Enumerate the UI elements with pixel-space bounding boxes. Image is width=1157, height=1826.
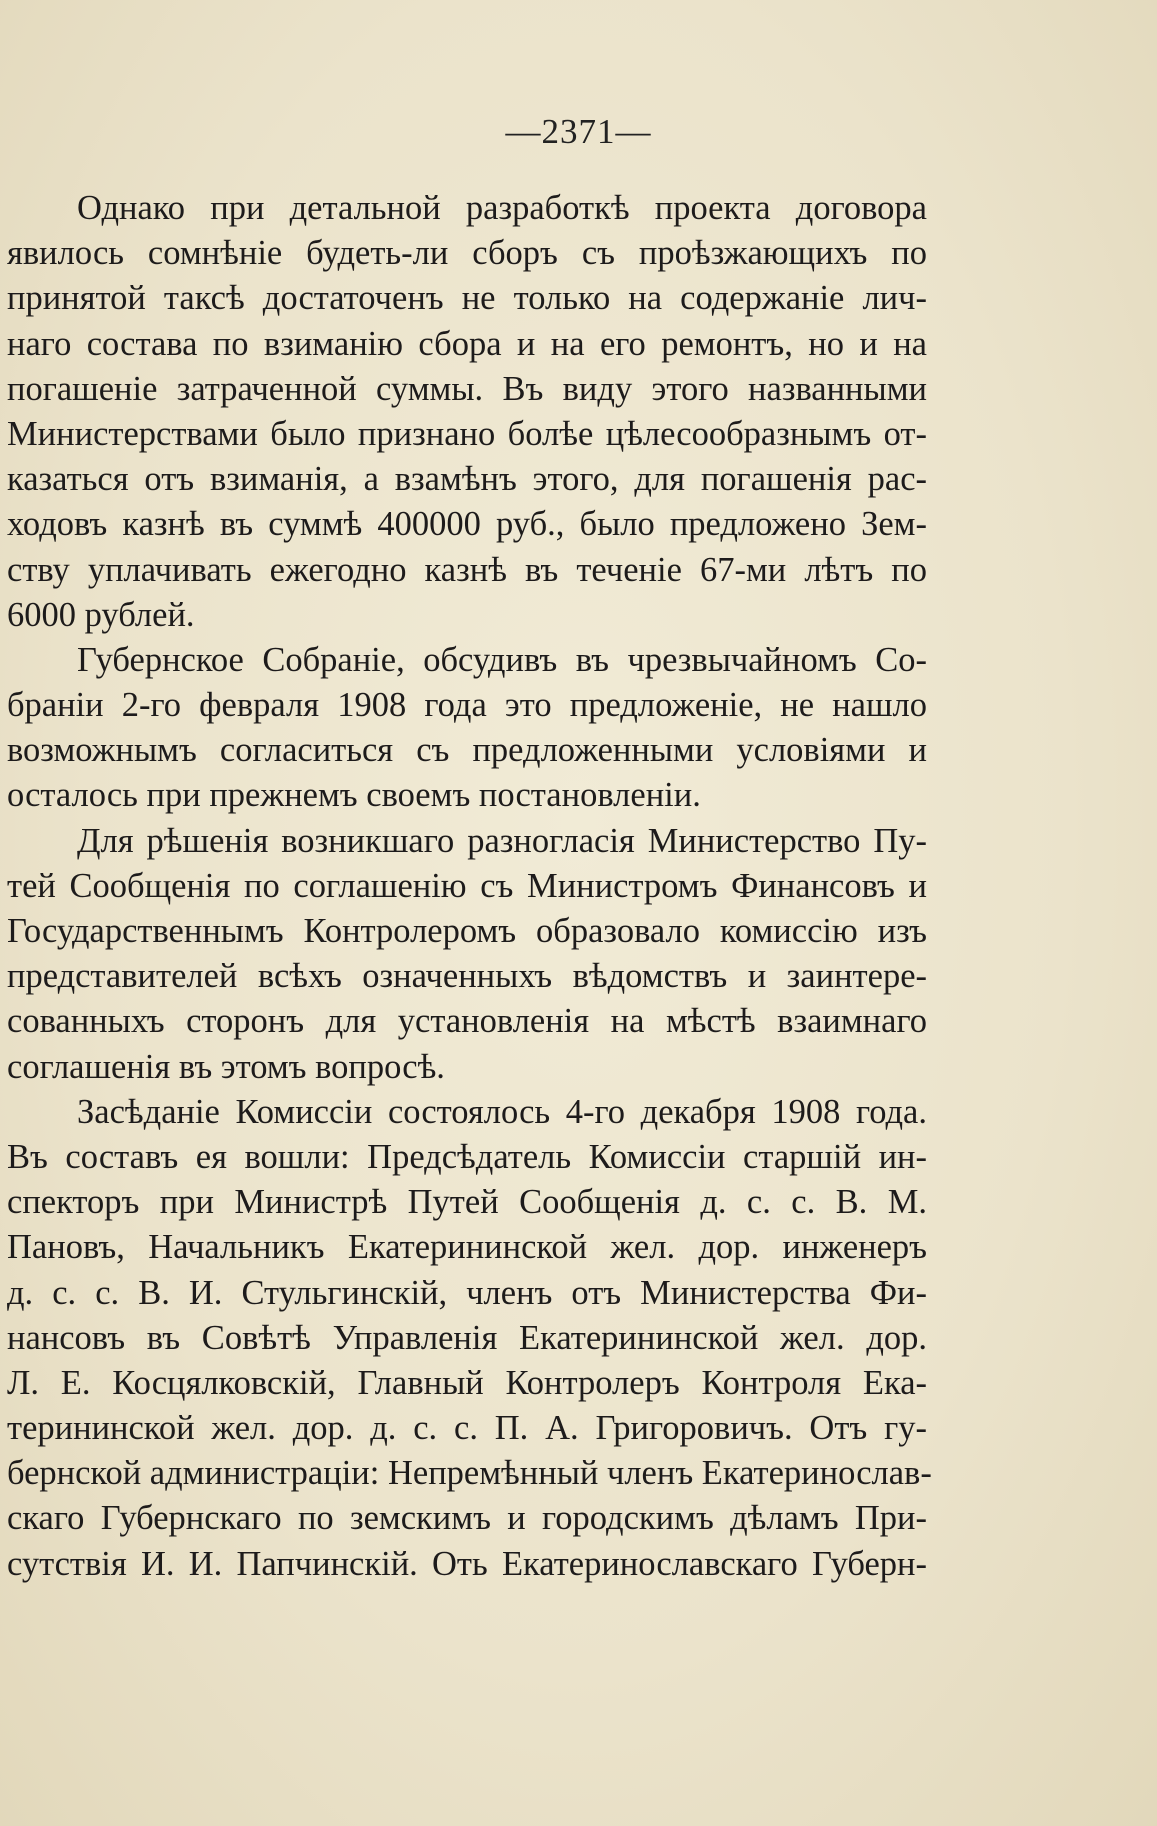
text-line: Засѣданіе Комиссіи состоялось 4-го декабря 1908 года. (77, 1092, 927, 1131)
text-line: бернской администраціи: Непремѣнный членъ Екатеринослав- (7, 1454, 932, 1493)
body-text (7, 186, 932, 1587)
text-line: 6000 рублей. (7, 595, 195, 634)
text-line: Пановъ, Начальникъ Екатерининской жел. дор. инженеръ (7, 1228, 927, 1267)
page-number: —2371— (505, 112, 652, 151)
text-line: Государственнымъ Контролеромъ образовало комиссію изъ (7, 912, 927, 950)
text-line: Въ составъ ея вошли: Предсѣдатель Комиссіи старшій ин- (7, 1137, 927, 1176)
text-line: возможнымъ согласиться съ предложенными условіями и (7, 731, 927, 770)
text-line: казаться отъ взиманія, а взамѣнъ этого, для погашенія рас- (7, 460, 927, 499)
text-line: нансовъ въ Совѣтѣ Управленія Екатерининской жел. дор. (7, 1318, 927, 1357)
text-line: сутствія И. И. Папчинскій. Оть Екатеринославскаго Губерн- (7, 1544, 927, 1583)
text-line: явилось сомнѣніе будеть-ли сборъ съ проѣзжающихъ по (7, 234, 927, 273)
text-line: Для рѣшенія возникшаго разногласія Министерство Пу- (77, 821, 927, 860)
text-line: осталось при прежнемъ своемъ постановленіи. (7, 776, 701, 815)
text-line: скаго Губернскаго по земскимъ и городскимъ дѣламъ При- (7, 1499, 927, 1538)
text-line: ству уплачивать ежегодно казнѣ въ теченіе 67-ми лѣтъ по (7, 550, 927, 589)
text-line: спекторъ при Министрѣ Путей Сообщенія д. с. с. В. М. (7, 1183, 927, 1222)
text-line: Однако при детальной разработкѣ проекта договора (77, 189, 927, 227)
text-line: Губернское Собраніе, обсудивъ въ чрезвычайномъ Со- (77, 640, 927, 679)
text-line: д. с. с. В. И. Стульгинскій, членъ отъ Министерства Фи- (7, 1273, 927, 1312)
text-line: ходовъ казнѣ въ суммѣ 400000 руб., было предложено Зем- (7, 505, 927, 544)
text-line: Л. Е. Косцялковскій, Главный Контролеръ Контроля Ека- (7, 1363, 927, 1402)
text-line: представителей всѣхъ означенныхъ вѣдомствъ и заинтере- (7, 957, 927, 996)
text-line: наго состава по взиманію сбора и на его ремонтъ, но и на (7, 324, 927, 363)
text-line: принятой таксѣ достаточенъ не только на содержаніе лич- (7, 279, 927, 318)
text-line: браніи 2-го февраля 1908 года это предложеніе, не нашло (7, 686, 927, 725)
text-line: тей Сообщенія по соглашенію съ Министромъ Финансовъ и (7, 866, 927, 905)
text-line: сованныхъ сторонъ для установленія на мѣстѣ взаимнаго (7, 1002, 927, 1041)
text-line: погашеніе затраченной суммы. Въ виду этого названными (7, 369, 927, 408)
text-line: терининской жел. дор. д. с. с. П. А. Григоровичъ. Отъ гу- (7, 1409, 927, 1448)
text-line: Министерствами было признано болѣе цѣлесообразнымъ от- (7, 414, 927, 453)
text-line: соглашенія въ этомъ вопросѣ. (7, 1047, 445, 1086)
